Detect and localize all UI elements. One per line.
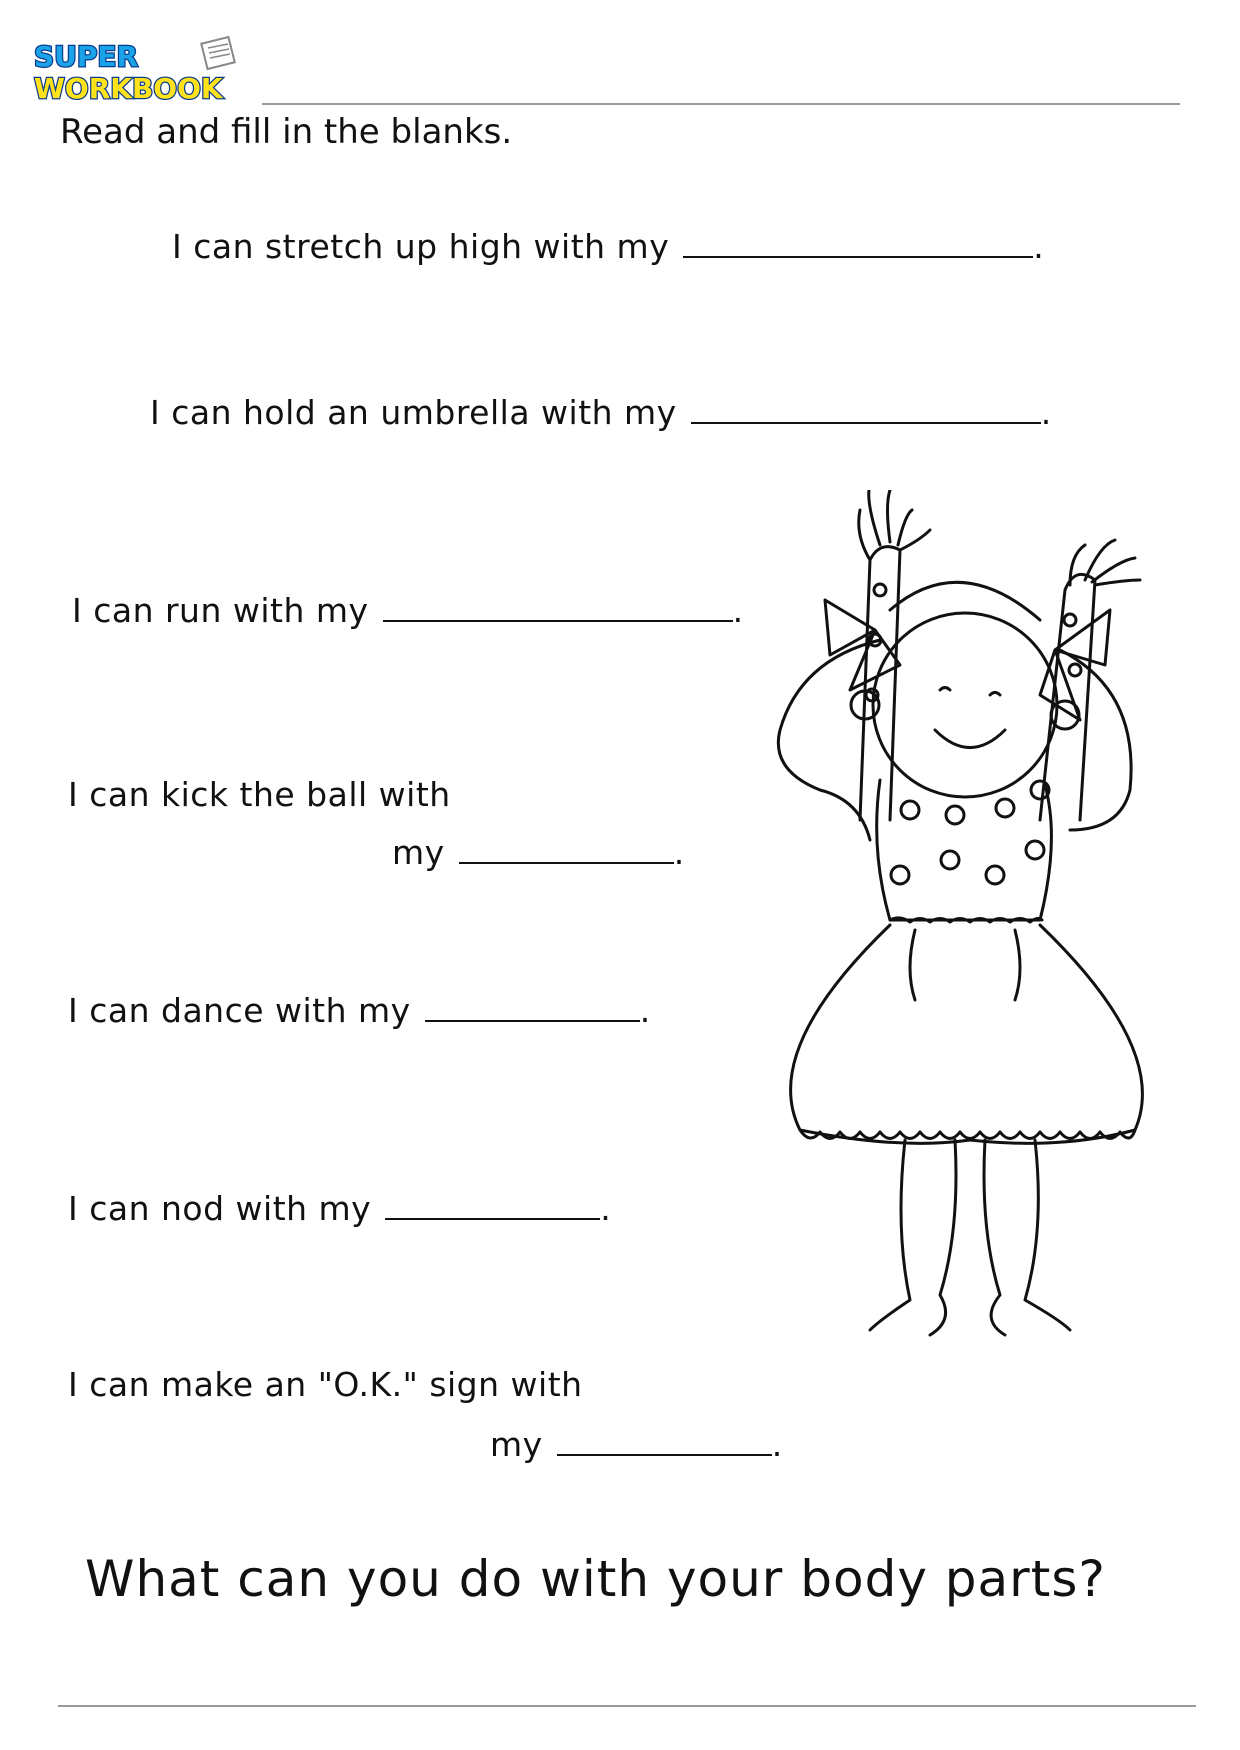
sentence-4-continued — [392, 832, 685, 872]
sentence-5 — [68, 990, 651, 1030]
answer-blank-3[interactable] — [383, 590, 733, 622]
logo-line2: WORKBOOK — [34, 72, 223, 105]
sentence-2-end: . — [1040, 393, 1052, 432]
answer-blank-4[interactable] — [459, 832, 674, 864]
sentence-6 — [68, 1188, 611, 1228]
bottom-divider — [58, 1705, 1196, 1707]
sentence-6-text: I can nod with my — [68, 1189, 372, 1228]
sentence-6-end: . — [600, 1189, 612, 1228]
sentence-7-text: I can make an "O.K." sign with — [68, 1365, 583, 1404]
logo-line1: SUPER — [34, 40, 139, 73]
sentence-1-end: . — [1033, 227, 1045, 266]
top-divider — [262, 103, 1180, 105]
sentence-7-end: . — [771, 1425, 783, 1464]
sentence-1-text: I can stretch up high with my — [172, 227, 670, 266]
sentence-3-text: I can run with my — [72, 591, 369, 630]
sentence-4-text: I can kick the ball with — [68, 775, 451, 814]
sentence-7 — [68, 1365, 583, 1404]
sentence-2-text: I can hold an umbrella with my — [150, 393, 677, 432]
skirt-icon — [791, 925, 1143, 1143]
answer-blank-6[interactable] — [385, 1188, 600, 1220]
sentence-3 — [72, 590, 744, 630]
sentence-4-text2: my — [392, 833, 445, 872]
sentence-3-end: . — [732, 591, 744, 630]
sentence-5-end: . — [639, 991, 651, 1030]
dress-top-icon — [877, 780, 1052, 1000]
legs-icon — [870, 1140, 1070, 1335]
answer-blank-2[interactable] — [691, 392, 1041, 424]
sentence-4-end: . — [673, 833, 685, 872]
sentence-7-text2: my — [490, 1425, 543, 1464]
instruction-text: Read and fill in the blanks. — [60, 112, 513, 152]
sentence-4 — [68, 775, 451, 814]
sentence-2 — [150, 392, 1052, 432]
answer-blank-7[interactable] — [557, 1424, 772, 1456]
sentence-1 — [172, 226, 1044, 266]
sentence-5-text: I can dance with my — [68, 991, 411, 1030]
girl-illustration — [740, 490, 1180, 1390]
closing-question: What can you do with your body parts? — [85, 1550, 1106, 1608]
answer-blank-5[interactable] — [425, 990, 640, 1022]
super-workbook-logo — [32, 36, 247, 106]
sentence-7-continued — [490, 1424, 783, 1464]
notebook-icon — [201, 37, 234, 69]
logo-graphic — [32, 36, 247, 106]
answer-blank-1[interactable] — [683, 226, 1033, 258]
